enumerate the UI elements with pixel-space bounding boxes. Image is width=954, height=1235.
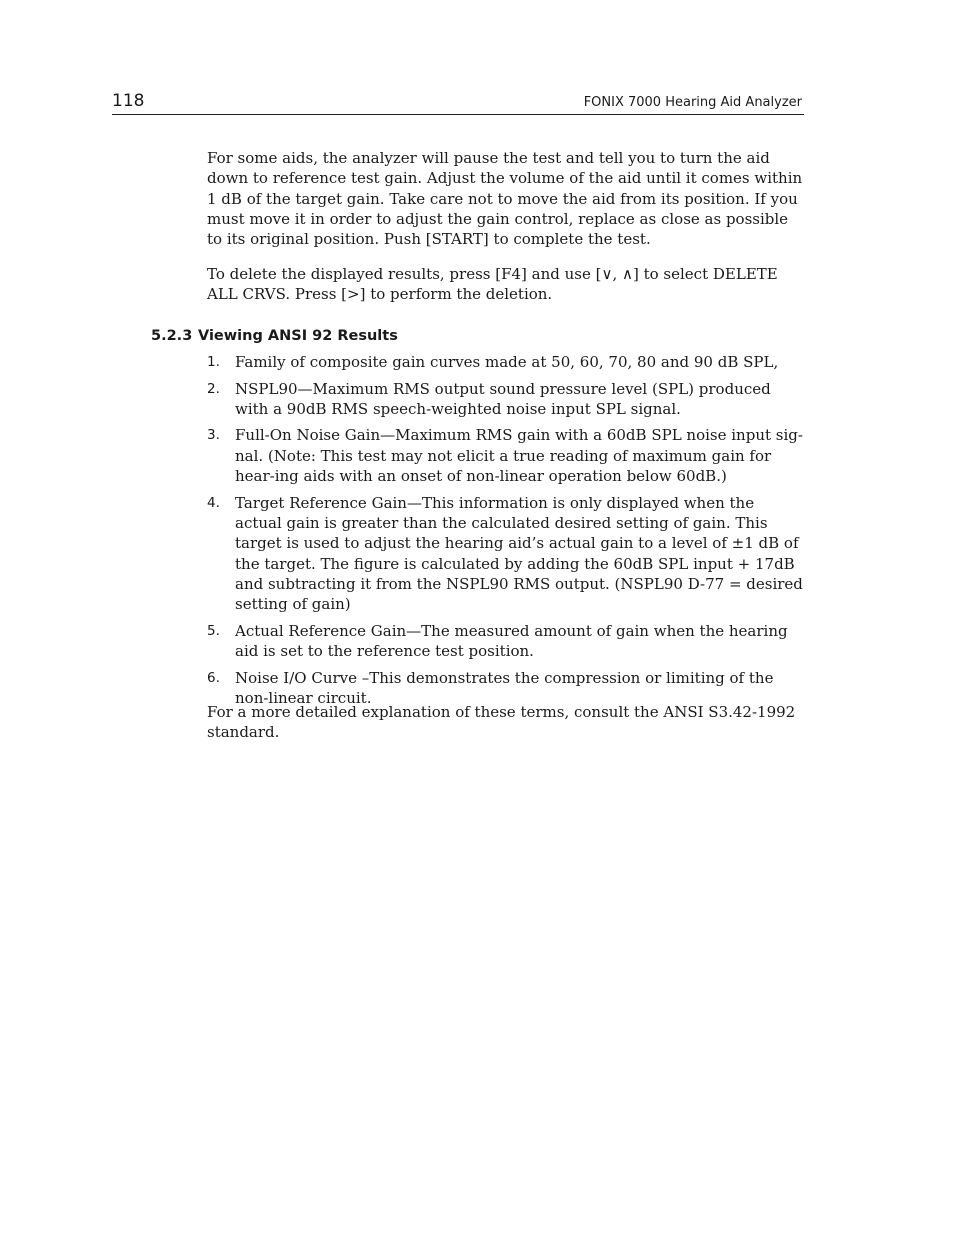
list-item — [207, 621, 805, 662]
list-item-text: Noise I/O Curve –This demonstrates the compression or limiting of the non-linear circuit. — [235, 668, 774, 707]
list-item — [207, 352, 805, 372]
page-number: 118 — [112, 91, 145, 111]
list-item — [207, 493, 805, 615]
section-title: Viewing ANSI 92 Results — [198, 328, 398, 344]
list-item-number: 4. — [207, 494, 220, 511]
list-item-number: 5. — [207, 622, 220, 639]
list-item-text: Family of composite gain curves made at 50, 60, 70, 80 and 90 dB SPL, — [235, 353, 779, 371]
list-item — [207, 379, 805, 420]
list-item-number: 2. — [207, 380, 220, 397]
list-item-text: NSPL90—Maximum RMS output sound pressure level (SPL) produced with a 90dB RMS speech-weighted noise input SPL signal. — [235, 379, 771, 418]
page-header — [112, 90, 804, 115]
paragraph-pause-test: For some aids, the analyzer will pause the test and tell you to turn the aid down to reference test gain. Adjust the volume of the aid until it comes within 1 dB of the target gain. Take care not to move the aid from its position. If you must move it in order to adjust the gain control, replace as close as possible to its original position. Push [START] to complete the test. — [207, 149, 803, 249]
list-item-text: Actual Reference Gain—The measured amount of gain when the hearing aid is set to the reference test position. — [235, 621, 788, 661]
section-heading — [151, 326, 751, 346]
list-item-number: 3. — [207, 427, 220, 444]
list-item-text: Target Reference Gain—This information is only displayed when the actual gain is greater than the calculated desired setting of gain. This target is used to adjust the hearing aid’s actual gain to a level of ±1 dB of the target. The figure is calculated by adding the 60dB SPL input + 17dB and subtracting it from the NSPL90 RMS output. (NSPL90 D-77 = desired setting of gain) — [235, 493, 803, 614]
paragraph-delete-results: To delete the displayed results, press [F4] and use [∨, ∧] to select DELETE ALL CRVS. Press [>] to perform the deletion. — [207, 265, 778, 304]
list-item-number: 6. — [207, 669, 220, 686]
section-number: 5.2.3 — [151, 328, 193, 344]
list-item-text: Full-On Noise Gain—Maximum RMS gain with a 60dB SPL noise input sig-nal. (Note: This test may not elicit a true reading of maximum gain for hear-ing aids with an onset of non-linear operation below 60dB.) — [235, 426, 803, 486]
results-list — [207, 352, 805, 715]
list-item — [207, 425, 805, 486]
paragraph-closing: For a more detailed explanation of these terms, consult the ANSI S3.42-1992 standard. — [207, 703, 796, 742]
list-item-number: 1. — [207, 354, 220, 370]
running-title: FONIX 7000 Hearing Aid Analyzer — [583, 95, 802, 110]
